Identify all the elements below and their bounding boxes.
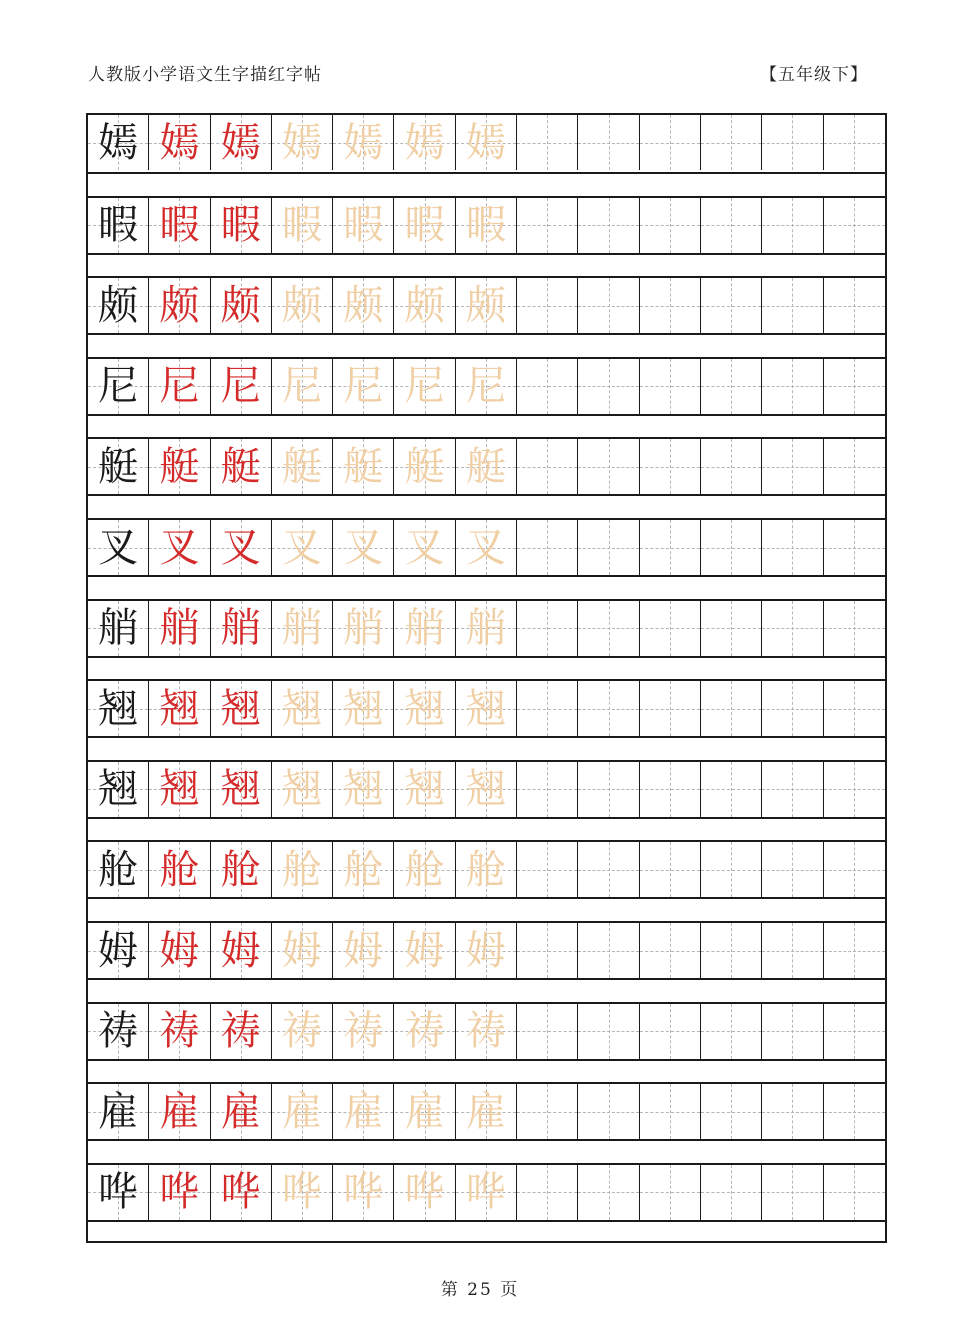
tracing-cell xyxy=(211,601,272,656)
red-character: 叉 xyxy=(220,524,261,571)
tracing-cell xyxy=(149,1004,210,1059)
red-character: 暇 xyxy=(220,202,261,249)
red-character: 尼 xyxy=(159,363,200,410)
trace-character: 姆 xyxy=(282,927,323,974)
tracing-cell xyxy=(333,359,394,414)
character-row xyxy=(88,1002,885,1061)
blank-practice-cell[interactable] xyxy=(824,198,885,253)
blank-practice-cell[interactable] xyxy=(701,1084,762,1139)
blank-practice-cell[interactable] xyxy=(640,923,701,978)
tracing-cell xyxy=(272,681,333,736)
tracing-cell xyxy=(333,842,394,897)
trace-character: 颇 xyxy=(282,282,323,329)
blank-practice-cell[interactable] xyxy=(517,681,578,736)
trace-character: 翘 xyxy=(465,685,506,732)
trace-character: 叉 xyxy=(282,524,323,571)
tracing-cell xyxy=(149,520,210,575)
character-row xyxy=(88,679,885,738)
trace-character: 哗 xyxy=(404,1169,445,1216)
model-character: 雇 xyxy=(98,1088,139,1135)
blank-practice-cell[interactable] xyxy=(517,842,578,897)
character-row xyxy=(88,599,885,658)
tracing-cell xyxy=(149,762,210,817)
trace-character: 翘 xyxy=(465,766,506,813)
model-character: 祷 xyxy=(98,1008,139,1055)
blank-practice-cell[interactable] xyxy=(701,198,762,253)
trace-character: 雇 xyxy=(343,1088,384,1135)
blank-practice-cell[interactable] xyxy=(517,115,578,170)
tracing-cell xyxy=(333,681,394,736)
model-character: 姆 xyxy=(98,927,139,974)
tracing-cell xyxy=(395,1084,456,1139)
tracing-cell xyxy=(272,439,333,494)
red-character: 翘 xyxy=(159,766,200,813)
trace-character: 哗 xyxy=(465,1169,506,1216)
tracing-cell xyxy=(395,198,456,253)
tracing-cell xyxy=(149,1165,210,1220)
tracing-cell xyxy=(211,1084,272,1139)
trace-character: 哗 xyxy=(282,1169,323,1216)
tracing-cell xyxy=(333,198,394,253)
blank-practice-cell[interactable] xyxy=(517,1004,578,1059)
blank-practice-cell[interactable] xyxy=(578,1004,639,1059)
blank-practice-cell[interactable] xyxy=(701,1004,762,1059)
trace-character: 舱 xyxy=(465,846,506,893)
tracing-cell xyxy=(456,198,517,253)
blank-practice-cell[interactable] xyxy=(640,681,701,736)
red-character: 暇 xyxy=(159,202,200,249)
trace-character: 嫣 xyxy=(465,119,506,166)
trace-character: 艇 xyxy=(282,443,323,490)
blank-practice-cell[interactable] xyxy=(762,923,823,978)
trace-character: 翘 xyxy=(343,685,384,732)
model-character: 颇 xyxy=(98,282,139,329)
tracing-cell xyxy=(333,278,394,333)
character-row xyxy=(88,437,885,496)
page-number: 第 25 页 xyxy=(440,1280,520,1300)
model-character: 艇 xyxy=(98,443,139,490)
tracing-cell xyxy=(211,762,272,817)
red-character: 艄 xyxy=(220,605,261,652)
tracing-cell xyxy=(333,1084,394,1139)
character-row xyxy=(88,1082,885,1141)
trace-character: 颇 xyxy=(465,282,506,329)
blank-practice-cell[interactable] xyxy=(640,1165,701,1220)
blank-practice-cell[interactable] xyxy=(701,923,762,978)
trace-character: 舱 xyxy=(343,846,384,893)
red-character: 艄 xyxy=(159,605,200,652)
blank-practice-cell[interactable] xyxy=(578,359,639,414)
character-row xyxy=(88,357,885,416)
model-cell xyxy=(88,1084,149,1139)
tracing-cell xyxy=(149,681,210,736)
tracing-cell xyxy=(211,842,272,897)
tracing-cell xyxy=(456,1004,517,1059)
blank-practice-cell[interactable] xyxy=(824,842,885,897)
blank-practice-cell[interactable] xyxy=(640,842,701,897)
blank-practice-cell[interactable] xyxy=(640,520,701,575)
blank-practice-cell[interactable] xyxy=(578,278,639,333)
blank-practice-cell[interactable] xyxy=(762,681,823,736)
tracing-cell xyxy=(149,923,210,978)
blank-practice-cell[interactable] xyxy=(824,681,885,736)
blank-practice-cell[interactable] xyxy=(824,439,885,494)
tracing-cell xyxy=(456,1084,517,1139)
red-character: 嫣 xyxy=(220,119,261,166)
blank-practice-cell[interactable] xyxy=(701,115,762,170)
blank-practice-cell[interactable] xyxy=(701,520,762,575)
red-character: 哗 xyxy=(159,1169,200,1216)
blank-practice-cell[interactable] xyxy=(824,601,885,656)
tracing-cell xyxy=(456,923,517,978)
trace-character: 祷 xyxy=(343,1008,384,1055)
book-title: 人教版小学语文生字描红字帖 xyxy=(88,65,322,85)
blank-practice-cell[interactable] xyxy=(517,1165,578,1220)
trace-character: 翘 xyxy=(404,685,445,732)
tracing-cell xyxy=(395,842,456,897)
trace-character: 姆 xyxy=(465,927,506,974)
tracing-cell xyxy=(272,1004,333,1059)
tracing-cell xyxy=(395,115,456,170)
red-character: 雇 xyxy=(220,1088,261,1135)
tracing-cell xyxy=(149,359,210,414)
character-row xyxy=(88,921,885,980)
character-row xyxy=(88,760,885,819)
blank-practice-cell[interactable] xyxy=(517,439,578,494)
trace-character: 舱 xyxy=(404,846,445,893)
model-cell xyxy=(88,520,149,575)
model-cell xyxy=(88,198,149,253)
model-cell xyxy=(88,842,149,897)
tracing-cell xyxy=(272,278,333,333)
tracing-cell xyxy=(395,923,456,978)
red-character: 雇 xyxy=(159,1088,200,1135)
tracing-cell xyxy=(272,601,333,656)
model-cell xyxy=(88,601,149,656)
blank-practice-cell[interactable] xyxy=(762,520,823,575)
blank-practice-cell[interactable] xyxy=(762,359,823,414)
tracing-cell xyxy=(211,278,272,333)
blank-practice-cell[interactable] xyxy=(762,1165,823,1220)
model-cell xyxy=(88,1004,149,1059)
tracing-cell xyxy=(211,1165,272,1220)
red-character: 颇 xyxy=(220,282,261,329)
model-character: 翘 xyxy=(98,685,139,732)
blank-practice-cell[interactable] xyxy=(640,359,701,414)
tracing-cell xyxy=(333,601,394,656)
blank-practice-cell[interactable] xyxy=(701,762,762,817)
tracing-cell xyxy=(395,1004,456,1059)
tracing-cell xyxy=(149,601,210,656)
red-character: 翘 xyxy=(220,766,261,813)
red-character: 祷 xyxy=(159,1008,200,1055)
tracing-cell xyxy=(395,601,456,656)
tracing-cell xyxy=(211,359,272,414)
trace-character: 暇 xyxy=(343,202,384,249)
blank-practice-cell[interactable] xyxy=(517,359,578,414)
tracing-cell xyxy=(333,115,394,170)
blank-practice-cell[interactable] xyxy=(578,762,639,817)
tracing-cell xyxy=(333,1004,394,1059)
tracing-cell xyxy=(456,520,517,575)
blank-practice-cell[interactable] xyxy=(824,115,885,170)
blank-practice-cell[interactable] xyxy=(578,681,639,736)
blank-practice-cell[interactable] xyxy=(578,115,639,170)
blank-practice-cell[interactable] xyxy=(701,601,762,656)
blank-practice-cell[interactable] xyxy=(578,1084,639,1139)
blank-practice-cell[interactable] xyxy=(762,601,823,656)
model-character: 嫣 xyxy=(98,119,139,166)
tracing-cell xyxy=(149,842,210,897)
trace-character: 尼 xyxy=(465,363,506,410)
trace-character: 叉 xyxy=(343,524,384,571)
trace-character: 雇 xyxy=(282,1088,323,1135)
trace-character: 叉 xyxy=(465,524,506,571)
blank-practice-cell[interactable] xyxy=(762,439,823,494)
trace-character: 尼 xyxy=(282,363,323,410)
blank-practice-cell[interactable] xyxy=(824,359,885,414)
tracing-cell xyxy=(395,681,456,736)
tracing-cell xyxy=(211,520,272,575)
tracing-cell xyxy=(333,923,394,978)
red-character: 尼 xyxy=(220,363,261,410)
tracing-cell xyxy=(211,923,272,978)
trace-character: 哗 xyxy=(343,1169,384,1216)
trace-character: 艄 xyxy=(343,605,384,652)
trace-character: 翘 xyxy=(282,685,323,732)
trace-character: 艄 xyxy=(282,605,323,652)
tracing-cell xyxy=(272,762,333,817)
trace-character: 翘 xyxy=(404,766,445,813)
trace-character: 祷 xyxy=(282,1008,323,1055)
blank-practice-cell[interactable] xyxy=(701,359,762,414)
blank-practice-cell[interactable] xyxy=(762,1084,823,1139)
tracing-cell xyxy=(272,923,333,978)
trace-character: 艇 xyxy=(404,443,445,490)
trace-character: 翘 xyxy=(343,766,384,813)
tracing-cell xyxy=(149,439,210,494)
character-row xyxy=(88,518,885,577)
blank-practice-cell[interactable] xyxy=(517,601,578,656)
trace-character: 叉 xyxy=(404,524,445,571)
red-character: 翘 xyxy=(159,685,200,732)
tracing-cell xyxy=(149,278,210,333)
model-character: 艄 xyxy=(98,605,139,652)
model-character: 哗 xyxy=(98,1169,139,1216)
tracing-cell xyxy=(333,1165,394,1220)
trace-character: 艇 xyxy=(343,443,384,490)
tracing-cell xyxy=(333,439,394,494)
tracing-cell xyxy=(395,1165,456,1220)
tracing-cell xyxy=(456,278,517,333)
model-character: 尼 xyxy=(98,363,139,410)
practice-grid xyxy=(86,113,887,1243)
trace-character: 尼 xyxy=(343,363,384,410)
tracing-cell xyxy=(211,439,272,494)
red-character: 祷 xyxy=(220,1008,261,1055)
trace-character: 尼 xyxy=(404,363,445,410)
trace-character: 嫣 xyxy=(343,119,384,166)
tracing-cell xyxy=(211,115,272,170)
tracing-cell xyxy=(395,762,456,817)
tracing-cell xyxy=(395,520,456,575)
red-character: 艇 xyxy=(220,443,261,490)
trace-character: 雇 xyxy=(404,1088,445,1135)
blank-practice-cell[interactable] xyxy=(578,842,639,897)
model-cell xyxy=(88,762,149,817)
blank-practice-cell[interactable] xyxy=(578,923,639,978)
blank-practice-cell[interactable] xyxy=(824,278,885,333)
blank-practice-cell[interactable] xyxy=(640,115,701,170)
tracing-cell xyxy=(456,115,517,170)
blank-practice-cell[interactable] xyxy=(762,198,823,253)
tracing-cell xyxy=(272,842,333,897)
blank-practice-cell[interactable] xyxy=(578,198,639,253)
tracing-cell xyxy=(456,601,517,656)
model-cell xyxy=(88,278,149,333)
character-row xyxy=(88,276,885,335)
tracing-cell xyxy=(395,439,456,494)
model-cell xyxy=(88,359,149,414)
red-character: 叉 xyxy=(159,524,200,571)
red-character: 舱 xyxy=(159,846,200,893)
trace-character: 祷 xyxy=(404,1008,445,1055)
character-row xyxy=(88,196,885,255)
trace-character: 嫣 xyxy=(404,119,445,166)
tracing-cell xyxy=(456,762,517,817)
tracing-cell xyxy=(395,359,456,414)
blank-practice-cell[interactable] xyxy=(517,278,578,333)
tracing-cell xyxy=(272,359,333,414)
red-character: 姆 xyxy=(220,927,261,974)
model-character: 舱 xyxy=(98,846,139,893)
tracing-cell xyxy=(456,681,517,736)
blank-practice-cell[interactable] xyxy=(762,278,823,333)
blank-practice-cell[interactable] xyxy=(762,842,823,897)
blank-practice-cell[interactable] xyxy=(824,762,885,817)
tracing-cell xyxy=(456,439,517,494)
red-character: 舱 xyxy=(220,846,261,893)
tracing-cell xyxy=(211,1004,272,1059)
tracing-cell xyxy=(272,198,333,253)
red-character: 嫣 xyxy=(159,119,200,166)
blank-practice-cell[interactable] xyxy=(824,1165,885,1220)
blank-practice-cell[interactable] xyxy=(640,762,701,817)
grade-label: 【五年级下】 xyxy=(760,65,868,85)
tracing-cell xyxy=(456,359,517,414)
character-row xyxy=(88,115,885,174)
red-character: 姆 xyxy=(159,927,200,974)
blank-practice-cell[interactable] xyxy=(517,520,578,575)
blank-practice-cell[interactable] xyxy=(517,198,578,253)
model-character: 翘 xyxy=(98,766,139,813)
model-cell xyxy=(88,1165,149,1220)
model-character: 暇 xyxy=(98,202,139,249)
blank-practice-cell[interactable] xyxy=(640,1004,701,1059)
model-cell xyxy=(88,115,149,170)
trace-character: 祷 xyxy=(465,1008,506,1055)
trace-character: 艇 xyxy=(465,443,506,490)
blank-practice-cell[interactable] xyxy=(762,115,823,170)
blank-practice-cell[interactable] xyxy=(701,842,762,897)
blank-practice-cell[interactable] xyxy=(517,762,578,817)
tracing-cell xyxy=(272,115,333,170)
tracing-cell xyxy=(333,762,394,817)
tracing-cell xyxy=(395,278,456,333)
blank-practice-cell[interactable] xyxy=(824,520,885,575)
trace-character: 翘 xyxy=(282,766,323,813)
trace-character: 暇 xyxy=(465,202,506,249)
tracing-cell xyxy=(456,842,517,897)
character-row xyxy=(88,1163,885,1222)
blank-practice-cell[interactable] xyxy=(640,278,701,333)
blank-practice-cell[interactable] xyxy=(701,1165,762,1220)
blank-practice-cell[interactable] xyxy=(824,923,885,978)
blank-practice-cell[interactable] xyxy=(824,1084,885,1139)
trace-character: 舱 xyxy=(282,846,323,893)
blank-practice-cell[interactable] xyxy=(762,762,823,817)
tracing-cell xyxy=(211,681,272,736)
trace-character: 颇 xyxy=(343,282,384,329)
model-cell xyxy=(88,923,149,978)
blank-practice-cell[interactable] xyxy=(517,923,578,978)
model-character: 叉 xyxy=(98,524,139,571)
trace-character: 嫣 xyxy=(282,119,323,166)
blank-practice-cell[interactable] xyxy=(701,278,762,333)
blank-practice-cell[interactable] xyxy=(701,681,762,736)
trace-character: 艄 xyxy=(465,605,506,652)
trace-character: 姆 xyxy=(343,927,384,974)
trace-character: 颇 xyxy=(404,282,445,329)
red-character: 哗 xyxy=(220,1169,261,1216)
model-cell xyxy=(88,681,149,736)
blank-practice-cell[interactable] xyxy=(701,439,762,494)
tracing-cell xyxy=(149,1084,210,1139)
trace-character: 暇 xyxy=(282,202,323,249)
blank-practice-cell[interactable] xyxy=(824,1004,885,1059)
blank-practice-cell[interactable] xyxy=(640,198,701,253)
model-cell xyxy=(88,439,149,494)
tracing-cell xyxy=(272,520,333,575)
blank-practice-cell[interactable] xyxy=(762,1004,823,1059)
character-row xyxy=(88,840,885,899)
blank-practice-cell[interactable] xyxy=(578,520,639,575)
red-character: 艇 xyxy=(159,443,200,490)
trace-character: 姆 xyxy=(404,927,445,974)
trace-character: 艄 xyxy=(404,605,445,652)
trace-character: 暇 xyxy=(404,202,445,249)
tracing-cell xyxy=(272,1165,333,1220)
blank-practice-cell[interactable] xyxy=(640,1084,701,1139)
tracing-cell xyxy=(149,115,210,170)
tracing-cell xyxy=(333,520,394,575)
blank-practice-cell[interactable] xyxy=(578,439,639,494)
red-character: 颇 xyxy=(159,282,200,329)
blank-practice-cell[interactable] xyxy=(640,439,701,494)
tracing-cell xyxy=(211,198,272,253)
tracing-cell xyxy=(149,198,210,253)
blank-practice-cell[interactable] xyxy=(640,601,701,656)
blank-practice-cell[interactable] xyxy=(517,1084,578,1139)
blank-practice-cell[interactable] xyxy=(578,1165,639,1220)
tracing-cell xyxy=(272,1084,333,1139)
blank-practice-cell[interactable] xyxy=(578,601,639,656)
tracing-cell xyxy=(456,1165,517,1220)
red-character: 翘 xyxy=(220,685,261,732)
trace-character: 雇 xyxy=(465,1088,506,1135)
